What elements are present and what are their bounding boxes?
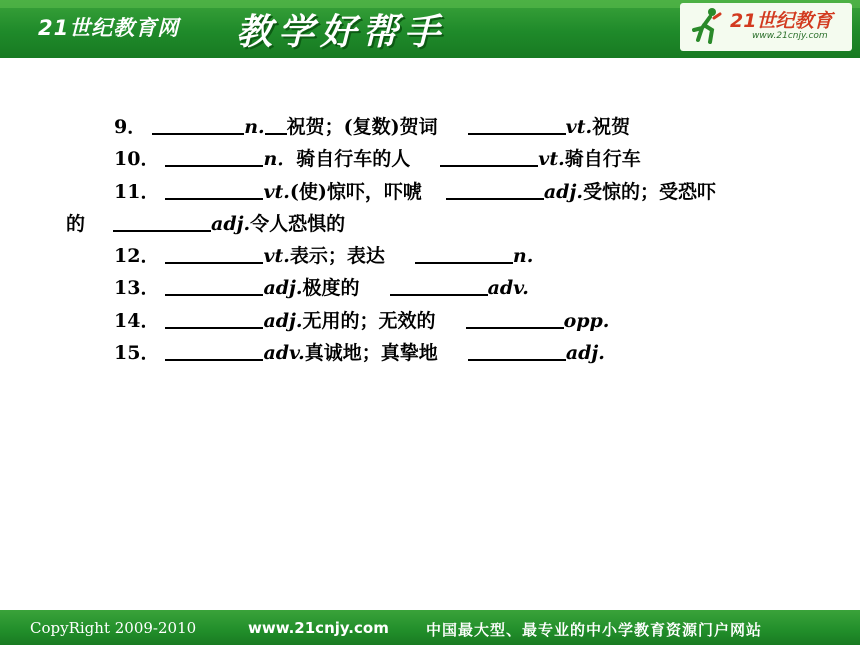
- answer-blank[interactable]: [113, 212, 211, 232]
- footer-bar: [0, 610, 860, 645]
- part-of-speech: adj.: [263, 277, 303, 299]
- part-of-speech: n.: [244, 116, 265, 138]
- part-of-speech: vt.: [565, 116, 593, 138]
- part-of-speech: adj.: [565, 342, 605, 364]
- answer-blank[interactable]: [165, 276, 263, 296]
- answer-blank[interactable]: [165, 341, 263, 361]
- definition: 受惊的；受恐吓: [582, 181, 716, 203]
- item-number: 10．: [114, 148, 160, 170]
- item-number: 14．: [114, 310, 160, 332]
- definition-continuation: 的: [66, 213, 86, 235]
- list-item: [114, 112, 630, 139]
- part-of-speech: n．: [263, 148, 297, 170]
- part-of-speech: adj.: [263, 310, 303, 332]
- list-item: [114, 144, 641, 171]
- answer-blank[interactable]: [390, 276, 488, 296]
- answer-blank[interactable]: [466, 309, 564, 329]
- logo-url: www.21cnjy.com: [752, 31, 828, 41]
- list-item: [114, 241, 533, 268]
- header-slogan: 教学好帮手: [236, 11, 447, 53]
- part-of-speech: vt.: [263, 181, 290, 203]
- answer-blank[interactable]: [415, 244, 513, 264]
- definition: 祝贺: [592, 116, 631, 138]
- answer-blank[interactable]: [165, 180, 263, 200]
- answer-blank[interactable]: [165, 147, 263, 167]
- header-bar: [0, 0, 860, 58]
- footer-url[interactable]: www.21cnjy.com: [248, 619, 389, 637]
- answer-blank[interactable]: [440, 147, 538, 167]
- item-number: 12．: [114, 245, 160, 267]
- definition: 真诚地；真挚地: [304, 342, 438, 364]
- footer-slogan: 中国最大型、最专业的中小学教育资源门户网站: [426, 621, 763, 639]
- part-of-speech: adv.: [263, 342, 305, 364]
- part-of-speech: n.: [512, 245, 534, 267]
- answer-blank[interactable]: [165, 309, 263, 329]
- logo-text: 21世纪教育: [730, 10, 833, 32]
- answer-blank[interactable]: [265, 115, 287, 135]
- definition: (使)惊吓，吓唬: [289, 181, 422, 203]
- part-of-speech: adj.: [211, 213, 251, 235]
- list-item: [114, 177, 716, 204]
- item-number: 9．: [114, 116, 147, 138]
- definition: 骑自行车的人: [296, 148, 411, 170]
- runner-icon: [690, 6, 724, 46]
- part-of-speech: adj.: [543, 181, 583, 203]
- definition: 极度的: [302, 277, 360, 299]
- list-item: [114, 338, 605, 365]
- item-number: 11．: [114, 181, 160, 203]
- definition: 无用的；无效的: [302, 310, 436, 332]
- answer-blank[interactable]: [468, 341, 566, 361]
- definition: 表示；表达: [289, 245, 385, 267]
- site-name[interactable]: 21世纪教育网: [38, 16, 180, 40]
- part-of-speech: opp.: [563, 310, 610, 332]
- definition: 骑自行车: [564, 148, 641, 170]
- answer-blank[interactable]: [152, 115, 244, 135]
- list-item-continuation: [66, 209, 345, 236]
- answer-blank[interactable]: [446, 180, 544, 200]
- copyright-text: CopyRight 2009-2010: [30, 619, 197, 637]
- definition: 祝贺；(复数)贺词: [286, 116, 438, 138]
- answer-blank[interactable]: [165, 244, 263, 264]
- part-of-speech: vt.: [263, 245, 290, 267]
- list-item: [114, 306, 609, 333]
- list-item: [114, 273, 529, 300]
- part-of-speech: adv.: [487, 277, 529, 299]
- definition: 令人恐惧的: [250, 213, 346, 235]
- item-number: 15．: [114, 342, 160, 364]
- answer-blank[interactable]: [468, 115, 566, 135]
- item-number: 13．: [114, 277, 160, 299]
- part-of-speech: vt.: [538, 148, 565, 170]
